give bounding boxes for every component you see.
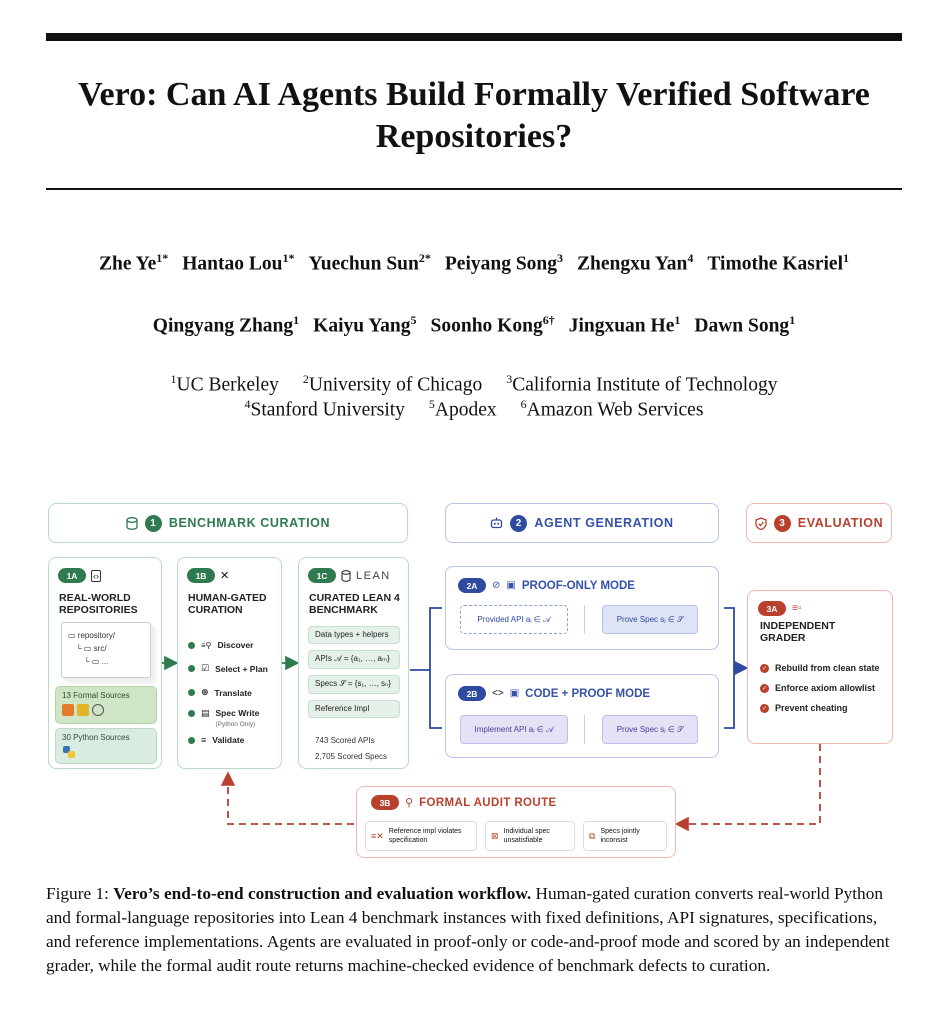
audit-label: FORMAL AUDIT ROUTE: [419, 796, 557, 809]
author-name: Zhe $Ye^{1*}$: [99, 251, 169, 275]
author-name: Soonho Kong$^{6\dagger}$: [430, 313, 555, 337]
audit-item-impl: ≡✕ Reference impl violates specification: [365, 821, 477, 851]
affiliation: $^5$Apodex: [428, 397, 497, 421]
grader-icon: ≡▫: [792, 603, 802, 614]
author-name: Timothe Kasriel$^1$: [707, 251, 849, 275]
figure-caption: [46, 882, 904, 978]
python-sources-label: 30 Python Sources: [62, 733, 130, 742]
formal-sources: [55, 686, 157, 724]
bullet-rebuild: ✓ Rebuild from clean state: [761, 663, 880, 673]
mode-2a: [445, 566, 719, 650]
no-code-icon: ⊘: [492, 580, 501, 591]
tag-3b: 3B: [371, 795, 399, 810]
tree-root: ▭ repository/: [68, 631, 116, 640]
divider: [584, 715, 585, 744]
code-icon: <>: [492, 688, 504, 699]
tag-2a: 2A: [458, 578, 486, 593]
prove-spec-2a: Prove Spec sⱼ ∈ 𝒮: [602, 605, 698, 634]
stat-specs: 2,705 Scored Specs: [315, 752, 388, 761]
implement-api: Implement API aᵢ ∈ 𝒜: [460, 715, 568, 744]
bracket-left: [430, 608, 442, 728]
mode-2b-label: CODE + PROOF MODE: [525, 687, 651, 700]
panel-1c-title: CURATED LEAN 4 BENCHMARK: [309, 592, 400, 616]
author-name: Peiyang Song$^3$: [444, 251, 564, 275]
panel-1b-title: HUMAN-GATED CURATION: [188, 592, 267, 616]
provided-api: Provided API aᵢ ∈ 𝒜: [460, 605, 568, 634]
paper-title: Vero: Can AI Agents Build Formally Verified Software Repositories?: [78, 76, 870, 155]
stage1-number: 1: [145, 515, 162, 532]
prove-spec-2b: Prove Spec sⱼ ∈ 𝒮: [602, 715, 698, 744]
caption-text: Human-gated curation converts real-world Python and formal-language repositories into Lean 4 benchmark instances with fixed definitions, API signatures, specifications, and reference implementations. Agents are evaluated in proof-only or code-and-proof mode and scored by an independent grader, while the formal audit route returns machine-checked evidence of benchmark defects to curation.: [46, 884, 890, 975]
violation-icon: ≡✕: [371, 830, 384, 841]
stat-apis: 743 Scored APIs: [315, 736, 375, 745]
affiliation: $^4$Stanford University: [244, 397, 405, 421]
unsat-icon: ⊠: [491, 830, 499, 841]
caption-bold: Vero’s end-to-end construction and evaluation workflow.: [113, 884, 532, 903]
check-icon: ✓: [761, 685, 768, 692]
audit-item-inconsistent: ⧉ Specs jointly inconsist: [583, 821, 667, 851]
item-specs: Specs 𝒮 = {s₁, …, sₙ}: [308, 675, 400, 694]
tag-2b: 2B: [458, 686, 486, 701]
formal-sources-label: 13 Formal Sources: [62, 691, 130, 700]
author-name: Jingxuan He$^1$: [568, 313, 681, 337]
search-icon: ≡⚲: [201, 640, 212, 650]
panel-1a-title: REAL-WORLD REPOSITORIES: [59, 592, 138, 616]
item-apis: APIs 𝒜 = {a₁, …, aₘ}: [308, 650, 400, 669]
author-name: Qingyang Zhang$^1$: [152, 313, 300, 337]
code-icon: ‹›: [93, 570, 99, 581]
affiliation: $^1$UC Berkeley: [170, 372, 279, 396]
tools-icon: ✕: [220, 570, 230, 582]
tree-src: └ ▭ src/: [76, 644, 107, 653]
python-logo-icon: [62, 745, 76, 759]
bracket-right: [724, 608, 734, 728]
step-discover: ≡⚲ Discover: [188, 640, 253, 650]
panel-1a: [48, 557, 162, 769]
lean-logo: LEAN: [356, 569, 391, 582]
shield-icon: [755, 517, 767, 530]
check-icon: ✓: [761, 665, 768, 672]
author-name: Dawn Song$^1$: [694, 313, 796, 337]
robot-icon: [490, 517, 503, 529]
audit-search-icon: ⚲: [405, 797, 414, 809]
proof-icon: ▣: [509, 688, 520, 699]
affiliation: $^6$Amazon Web Services: [520, 397, 704, 421]
divider: [584, 605, 585, 634]
mode-2a-label: PROOF-ONLY MODE: [521, 579, 635, 592]
author-name: Hantao Lou$^{1*}$: [182, 251, 295, 275]
stage3-header: [746, 503, 892, 543]
tag-3a: 3A: [758, 601, 786, 616]
stage3-number: 3: [774, 515, 791, 532]
step-select-plan: ☑ Select + Plan: [188, 663, 268, 674]
stage1-header: [48, 503, 408, 543]
tag-1c: 1C: [308, 568, 336, 583]
item-data-types: Data types + helpers: [308, 626, 400, 644]
formal-logo-icon: [77, 704, 89, 716]
bullet-axiom: ✓ Enforce axiom allowlist: [761, 683, 876, 693]
item-reference-impl: Reference Impl: [308, 700, 400, 718]
database-icon: [341, 570, 351, 582]
caption-label: Figure 1:: [46, 884, 109, 903]
arrow-audit-curation: [228, 775, 354, 824]
stage2-label: AGENT GENERATION: [534, 516, 674, 530]
formal-logo-icon: [92, 704, 104, 716]
stage3-label: EVALUATION: [797, 516, 884, 530]
tag-1b: 1B: [187, 568, 215, 583]
proof-icon: ▣: [506, 580, 516, 591]
python-sources: [55, 728, 157, 764]
audit-item-unsat: ⊠ Individual spec unsatisfiable: [485, 821, 575, 851]
check-icon: ✓: [761, 705, 768, 712]
tag-1a: 1A: [58, 568, 86, 583]
author-name: Kaiyu Yang$^5$: [313, 313, 417, 337]
tree-more: └ ▭ ...: [84, 657, 109, 666]
step-spec-write: ▤ Spec Write (Python Only): [188, 708, 259, 728]
document-icon: ▤: [201, 708, 210, 718]
globe-icon: ⊕: [201, 687, 209, 697]
mode-2b: [445, 674, 719, 758]
formal-logo-icon: [62, 704, 74, 716]
step-validate: ≡ Validate: [188, 735, 244, 745]
bullet-cheating: ✓ Prevent cheating: [761, 703, 848, 713]
repo-tree: [61, 622, 151, 678]
step-translate: ⊕ Translate: [188, 687, 252, 698]
author-name: Yuechun Sun$^{2*}$: [308, 251, 431, 275]
stage2-header: [445, 503, 719, 543]
panel-1b: [177, 557, 282, 769]
author-name: Zhengxu Yan$^4$: [577, 251, 694, 275]
panel-3a-title: INDEPENDENT GRADER: [760, 620, 836, 644]
panel-3b: [356, 786, 676, 858]
list-check-icon: ≡: [201, 735, 207, 745]
database-icon: [126, 517, 138, 530]
conflict-icon: ⧉: [589, 830, 596, 841]
stage1-label: BENCHMARK CURATION: [168, 516, 331, 530]
stage2-number: 2: [510, 515, 527, 532]
panel-3a: [747, 590, 893, 744]
panel-1c: [298, 557, 409, 769]
checklist-icon: ☑: [201, 663, 210, 673]
affiliation: $^2$University of Chicago: [302, 372, 483, 396]
affiliation: $^3$California Institute of Technology: [506, 372, 778, 396]
